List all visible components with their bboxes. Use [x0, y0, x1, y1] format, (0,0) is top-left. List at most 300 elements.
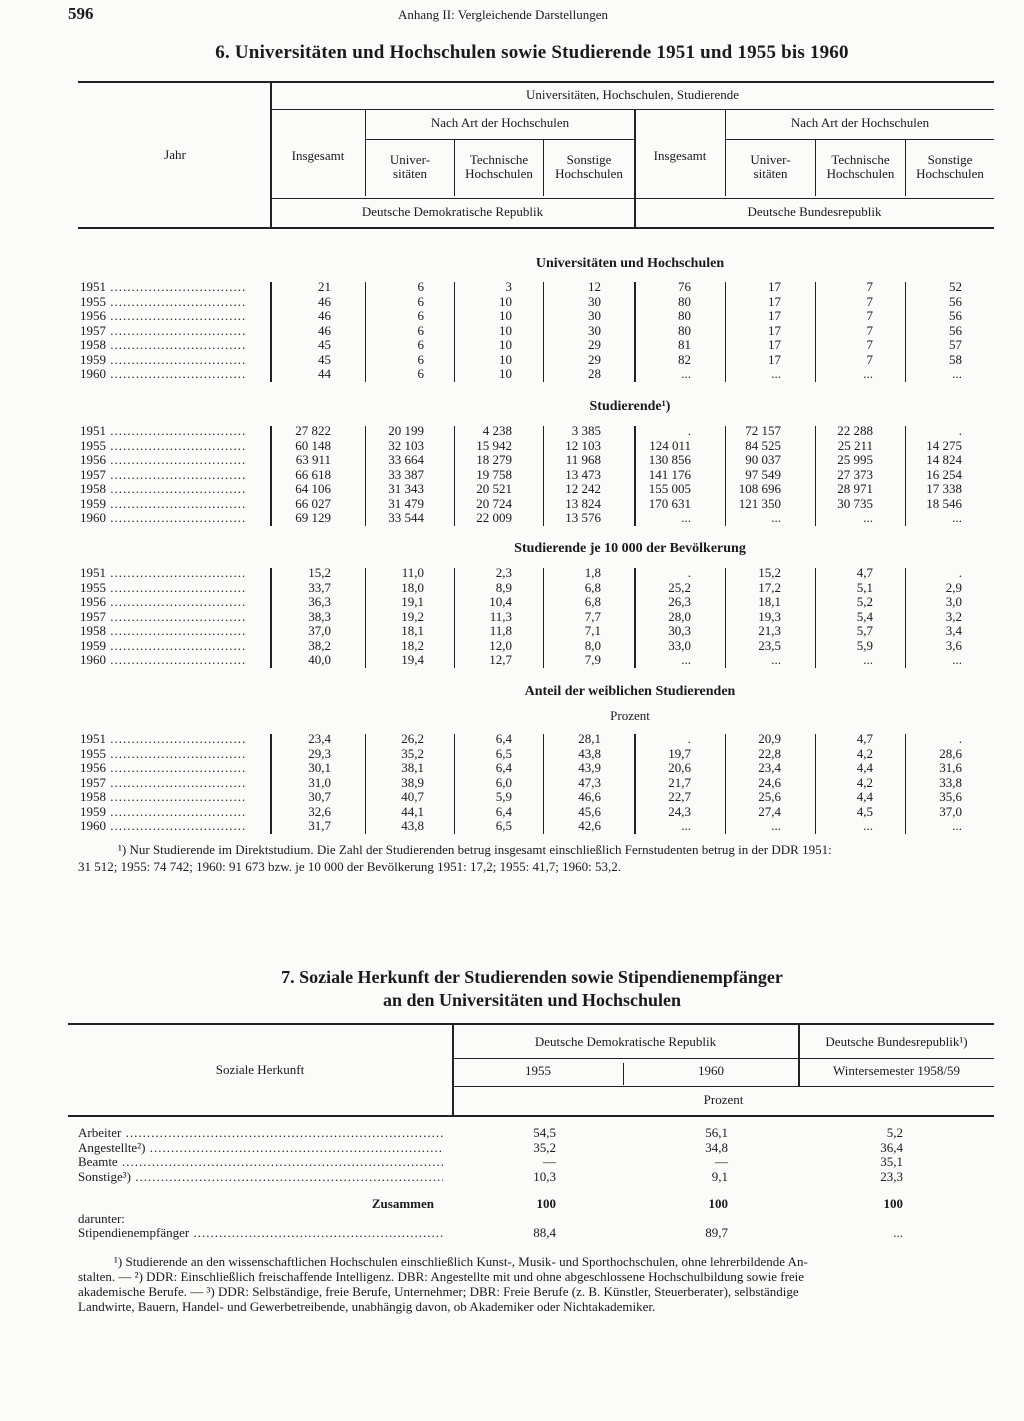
table-cell: 11,0 — [401, 565, 424, 580]
col-tech-line1: Technische — [831, 152, 890, 167]
table-cell: 26,2 — [401, 731, 424, 746]
table-cell: 4,2 — [856, 745, 873, 761]
table-cell: 19,4 — [401, 652, 424, 667]
table-cell: 7,9 — [584, 652, 601, 667]
table-cell: 22,8 — [758, 745, 781, 761]
table-row — [0, 610, 1024, 624]
table-cell: 28 — [588, 366, 601, 381]
table-cell: 24,3 — [668, 803, 691, 819]
row-year: 1959 ..... — [80, 805, 245, 819]
row-year: 1958 ..... — [80, 482, 245, 496]
table-row — [0, 805, 1024, 819]
table-cell: 31,7 — [308, 818, 331, 833]
table-cell: 80 — [678, 308, 691, 323]
table-row — [0, 653, 1024, 667]
col-insgesamt-brd: Insgesamt — [653, 148, 707, 163]
table-cell: 3 — [505, 279, 512, 294]
col-jahr: Jahr — [164, 147, 186, 162]
table-cell: 22 288 — [837, 423, 873, 438]
table-cell: 1,8 — [584, 565, 601, 580]
table-cell: 29 — [588, 337, 601, 352]
table-cell: 33 387 — [388, 466, 424, 482]
table-cell: 10,3 — [533, 1168, 556, 1184]
table-cell: 33 544 — [388, 510, 424, 525]
table-cell: 28 971 — [837, 481, 873, 496]
table-cell: 5,2 — [856, 594, 873, 609]
section-title: Anteil der weiblichen Studierenden — [524, 684, 736, 699]
col-univ-brd — [726, 153, 815, 181]
table-cell: ... — [681, 652, 691, 667]
table-cell: 19,2 — [401, 608, 424, 624]
table-cell: 19 758 — [476, 466, 512, 482]
table-row — [0, 1141, 1024, 1155]
table-cell: 43,8 — [578, 745, 601, 761]
table-cell: 33,8 — [939, 774, 962, 790]
table-row — [0, 776, 1024, 790]
table-cell: 31 479 — [388, 495, 424, 511]
table-cell: 6 — [417, 322, 424, 338]
table-cell: 97 549 — [745, 466, 781, 482]
table-row — [0, 595, 1024, 609]
table-cell: 6 — [417, 308, 424, 323]
row-year: 1960 ..... — [80, 653, 245, 667]
row-year: 1960 ..... — [80, 819, 245, 833]
rule — [271, 109, 994, 110]
table-cell: 17 — [768, 308, 781, 323]
table-cell: 23,3 — [880, 1168, 903, 1184]
table-cell: ... — [771, 818, 781, 833]
table-cell: 18,2 — [401, 637, 424, 653]
table-cell: 7 — [866, 322, 873, 338]
table-cell: 32 103 — [388, 437, 424, 453]
table-cell: 100 — [708, 1196, 728, 1211]
table-row — [0, 1226, 1024, 1240]
row-year: 1958 ..... — [80, 338, 245, 352]
table-cell: 43,9 — [578, 760, 601, 775]
table-row — [0, 497, 1024, 511]
table-cell: 100 — [883, 1196, 903, 1211]
table-row — [0, 468, 1024, 482]
table-cell: 5,9 — [495, 789, 512, 804]
table-cell: 54,5 — [533, 1125, 556, 1140]
col-insgesamt-ddr: Insgesamt — [291, 148, 345, 163]
col-sonst-line1: Sonstige — [566, 152, 612, 167]
table-cell: 27 373 — [837, 466, 873, 482]
table-cell: 10 — [499, 322, 512, 338]
table-cell: 58 — [949, 351, 962, 367]
table-cell: 19,3 — [758, 608, 781, 624]
table-cell: 10 — [499, 337, 512, 352]
country-ddr: Deutsche Demokratische Republik — [361, 204, 544, 219]
table-cell: . — [958, 731, 962, 746]
table-cell: 30,3 — [668, 623, 691, 638]
table-cell: ... — [863, 818, 873, 833]
table-row — [0, 353, 1024, 367]
row-year: 1955 ..... — [80, 295, 245, 309]
footnote-line: akademische Berufe. — ³) DDR: Selbständige, freie Berufe, Unternehmer; DBR: Freie Berufe (z. B. Künstler, Steuerberater), selbständige — [78, 1284, 799, 1299]
table-cell: 80 — [678, 322, 691, 338]
row-label: darunter: — [78, 1212, 125, 1226]
table-cell: 7 — [866, 351, 873, 367]
table-cell: 25,6 — [758, 789, 781, 804]
table-row — [0, 453, 1024, 467]
col-sonst-ddr — [544, 153, 634, 181]
table-cell: 25 211 — [837, 437, 873, 453]
table-cell: 22,7 — [668, 789, 691, 804]
row-label: Arbeiter ..... — [78, 1126, 443, 1140]
section-title: Studierende je 10 000 der Bevölkerung — [514, 541, 746, 556]
table-cell: 5,7 — [856, 623, 873, 638]
table-cell: 12,7 — [489, 652, 512, 667]
rule — [78, 227, 994, 229]
table-cell: 33,7 — [308, 579, 331, 595]
table-cell: 66 618 — [295, 466, 331, 482]
table-cell: 15,2 — [308, 565, 331, 580]
table-cell: 12 — [588, 279, 601, 294]
table-cell: 11,8 — [489, 623, 512, 638]
table-cell: 4 238 — [482, 423, 512, 438]
row-year: 1959 ..... — [80, 639, 245, 653]
table-cell: 18,1 — [758, 594, 781, 609]
table-cell: 4,5 — [856, 803, 873, 819]
row-year: 1957 ..... — [80, 610, 245, 624]
col-tech-line2: Hochschulen — [826, 166, 895, 181]
table-row — [0, 1212, 1024, 1226]
table-cell: 17 338 — [926, 481, 962, 496]
rule — [726, 139, 994, 140]
col-univ-line1: Univer- — [389, 152, 431, 167]
table-cell: 38,9 — [401, 774, 424, 790]
table-cell: 18,0 — [401, 579, 424, 595]
table-cell: 46 — [318, 322, 331, 338]
table-cell: 60 148 — [295, 437, 331, 453]
rule — [68, 1115, 994, 1117]
col-univ-line2: sitäten — [753, 166, 788, 181]
table-row — [0, 424, 1024, 438]
table-cell: 52 — [949, 279, 962, 294]
table-cell: 72 157 — [745, 423, 781, 438]
table-cell: 46 — [318, 293, 331, 309]
row-label: Beamte ..... — [78, 1155, 443, 1169]
table-cell: 18 279 — [476, 452, 512, 467]
row-year: 1958 ..... — [80, 624, 245, 638]
row-year: 1956 ..... — [80, 309, 245, 323]
table-cell: 23,5 — [758, 637, 781, 653]
table-cell: 56 — [949, 293, 962, 309]
table-cell: 26,3 — [668, 594, 691, 609]
col-soziale-herkunft: Soziale Herkunft — [215, 1062, 305, 1077]
table-cell: 35,2 — [533, 1139, 556, 1155]
table-cell: 10,4 — [489, 594, 512, 609]
table-cell: 6,5 — [495, 818, 512, 833]
table-cell: ... — [681, 510, 691, 525]
col-sonst-line1: Sonstige — [927, 152, 973, 167]
table-cell: 35,2 — [401, 745, 424, 761]
table-row — [0, 511, 1024, 525]
table-cell: 6 — [417, 351, 424, 367]
table-cell: 34,8 — [705, 1139, 728, 1155]
table-cell: 28,0 — [668, 608, 691, 624]
running-head: Anhang II: Vergleichende Darstellungen — [398, 7, 608, 22]
table-cell: 13 473 — [565, 466, 601, 482]
table-cell: 82 — [678, 351, 691, 367]
table-cell: 17 — [768, 337, 781, 352]
row-year: 1958 ..... — [80, 790, 245, 804]
table-cell: 30 — [588, 322, 601, 338]
table-cell: 6 — [417, 279, 424, 294]
table-cell: 45,6 — [578, 803, 601, 819]
table-cell: 4,2 — [856, 774, 873, 790]
table-cell: 21,3 — [758, 623, 781, 638]
table-cell: ... — [952, 652, 962, 667]
table-cell: 90 037 — [745, 452, 781, 467]
section-title: Universitäten und Hochschulen — [535, 256, 725, 271]
table-cell: 25,2 — [668, 579, 691, 595]
table-cell: 30,7 — [308, 789, 331, 804]
table-cell: 12 103 — [565, 437, 601, 453]
row-year: 1955 ..... — [80, 747, 245, 761]
table-cell: 17 — [768, 293, 781, 309]
row-year: 1960 ..... — [80, 511, 245, 525]
table-cell: 141 176 — [648, 466, 691, 482]
table-cell: 76 — [678, 279, 691, 294]
table-cell: . — [687, 731, 691, 746]
table-cell: ... — [771, 366, 781, 381]
table-cell: 20 199 — [388, 423, 424, 438]
table-cell: 31,0 — [308, 774, 331, 790]
table-cell: 84 525 — [745, 437, 781, 453]
table-row — [0, 482, 1024, 496]
table6-footnote — [78, 842, 994, 857]
row-year: 1951 ..... — [80, 280, 245, 294]
table-cell: ... — [771, 510, 781, 525]
table-cell: 56 — [949, 308, 962, 323]
table-cell: 8,9 — [495, 579, 512, 595]
rule — [453, 1058, 994, 1059]
table-cell: 4,7 — [856, 731, 873, 746]
table-cell: 14 275 — [926, 437, 962, 453]
section-subtitle: Prozent — [610, 708, 650, 723]
table-cell: 13 824 — [565, 495, 601, 511]
table-cell: ... — [863, 510, 873, 525]
table-cell: 12 242 — [565, 481, 601, 496]
table-cell: ... — [771, 652, 781, 667]
table-cell: ... — [681, 366, 691, 381]
table-cell: 21,7 — [668, 774, 691, 790]
table-cell: 37,0 — [939, 803, 962, 819]
table-cell: 6,4 — [495, 731, 512, 746]
row-year: 1959 ..... — [80, 353, 245, 367]
table-cell: 100 — [536, 1196, 556, 1211]
table-cell: 7 — [866, 293, 873, 309]
table-cell: 45 — [318, 337, 331, 352]
table-cell: 6,4 — [495, 760, 512, 775]
country-brd: Deutsche Bundesrepublik — [747, 204, 882, 219]
row-year: 1957 ..... — [80, 776, 245, 790]
table-row — [0, 566, 1024, 580]
table-row — [0, 747, 1024, 761]
table-row — [0, 1197, 1024, 1211]
table-cell: — — [715, 1154, 728, 1169]
table-cell: 43,8 — [401, 818, 424, 833]
table-cell: 3,0 — [945, 594, 962, 609]
table-cell: 5,2 — [886, 1125, 903, 1140]
table-cell: 10 — [499, 351, 512, 367]
table-cell: 35,1 — [880, 1154, 903, 1169]
col-tech-line1: Technische — [469, 152, 529, 167]
col-1960: 1960 — [698, 1063, 724, 1078]
rule — [366, 139, 634, 140]
table-row — [0, 439, 1024, 453]
table-cell: 29 — [588, 351, 601, 367]
col-sonst-brd — [906, 153, 994, 181]
row-year: 1960 ..... — [80, 367, 245, 381]
table-cell: 24,6 — [758, 774, 781, 790]
table-cell: ... — [863, 366, 873, 381]
table-row — [0, 1126, 1024, 1140]
col-semester: Wintersemester 1958/59 — [833, 1063, 960, 1078]
table-row — [0, 1155, 1024, 1169]
table-cell: 12,0 — [489, 637, 512, 653]
table-cell: . — [687, 565, 691, 580]
table-cell: 40,0 — [308, 652, 331, 667]
table-cell: 31,6 — [939, 760, 962, 775]
table-row — [0, 819, 1024, 833]
col-tech-ddr — [455, 153, 543, 181]
rule — [453, 1086, 994, 1087]
table-cell: 23,4 — [308, 731, 331, 746]
table-cell: ... — [952, 366, 962, 381]
table-row — [0, 295, 1024, 309]
row-year: 1951 ..... — [80, 732, 245, 746]
table-cell: 20,6 — [668, 760, 691, 775]
footnote-line: ¹) Nur Studierende im Direktstudium. Die Zahl der Studierenden betrug insgesamt einschließlich Fernstudenten betrug in der DDR 1951: — [118, 842, 832, 857]
col-tech-line2: Hochschulen — [465, 166, 533, 181]
table-cell: 7 — [866, 337, 873, 352]
table-cell: 47,3 — [578, 774, 601, 790]
table-cell: 3,6 — [945, 637, 962, 653]
col-ddr: Deutsche Demokratische Republik — [534, 1034, 717, 1049]
table-cell: 6 — [417, 366, 424, 381]
table-cell: 2,3 — [495, 565, 512, 580]
col-1955: 1955 — [525, 1063, 551, 1078]
table-cell: 89,7 — [705, 1225, 728, 1240]
rule — [78, 81, 994, 83]
table-cell: 8,0 — [584, 637, 601, 653]
table-row — [0, 338, 1024, 352]
col-sonst-line2: Hochschulen — [555, 166, 623, 181]
table-cell: 30 735 — [837, 495, 873, 511]
table-cell: 121 350 — [738, 495, 781, 511]
table-cell: — — [543, 1154, 556, 1169]
table-cell: 170 631 — [648, 495, 691, 511]
table-cell: 5,4 — [856, 608, 873, 624]
table-cell: 46 — [318, 308, 331, 323]
table-cell: 38,2 — [308, 637, 331, 653]
table-cell: 37,0 — [308, 623, 331, 638]
col-univ-line2: sitäten — [393, 166, 427, 181]
table-cell: 9,1 — [711, 1168, 728, 1184]
table-row — [0, 280, 1024, 294]
table-cell: 56,1 — [705, 1125, 728, 1140]
rule — [68, 1023, 994, 1025]
table-cell: 20 724 — [476, 495, 512, 511]
row-year: 1959 ..... — [80, 497, 245, 511]
table-cell: 30,1 — [308, 760, 331, 775]
table-row — [0, 309, 1024, 323]
table-cell: ... — [952, 818, 962, 833]
table-cell: 7,1 — [584, 623, 601, 638]
table-cell: ... — [681, 818, 691, 833]
table-cell: 28,6 — [939, 745, 962, 761]
col-tech-brd — [816, 153, 905, 181]
table-cell: 38,1 — [401, 760, 424, 775]
table-cell: 18 546 — [926, 495, 962, 511]
table-cell: 6,8 — [584, 579, 601, 595]
table-row — [0, 761, 1024, 775]
table-cell: 38,3 — [308, 608, 331, 624]
rule — [271, 198, 994, 199]
table-cell: 108 696 — [738, 481, 781, 496]
table6-title: 6. Universitäten und Hochschulen sowie Studierende 1951 und 1955 bis 1960 — [215, 42, 849, 63]
table-cell: 17 — [768, 322, 781, 338]
table-cell: 17 — [768, 351, 781, 367]
col-sonst-line2: Hochschulen — [916, 166, 984, 181]
unit-prozent: Prozent — [703, 1092, 744, 1107]
table-cell: . — [958, 423, 962, 438]
table-row — [0, 790, 1024, 804]
table-cell: 30 — [588, 308, 601, 323]
page-number: 596 — [68, 4, 94, 23]
table-cell: 14 824 — [926, 452, 962, 467]
table-cell: 124 011 — [649, 437, 691, 453]
table-cell: ... — [863, 652, 873, 667]
row-label: Angestellte²) ..... — [78, 1141, 443, 1155]
table-cell: 3,2 — [945, 608, 962, 624]
row-year: 1956 ..... — [80, 761, 245, 775]
row-year: 1951 ..... — [80, 566, 245, 580]
table-cell: 21 — [318, 279, 331, 294]
table-cell: 32,6 — [308, 803, 331, 819]
table-cell: ... — [952, 510, 962, 525]
table-cell: 6 — [417, 293, 424, 309]
table-cell: 81 — [678, 337, 691, 352]
table-cell: 15 942 — [476, 437, 512, 453]
table-cell: 30 — [588, 293, 601, 309]
table-cell: 10 — [499, 366, 512, 381]
table-cell: 28,1 — [578, 731, 601, 746]
table-cell: 19,7 — [668, 745, 691, 761]
table-row — [0, 367, 1024, 381]
table-cell: 35,6 — [939, 789, 962, 804]
table-cell: 63 911 — [295, 452, 331, 467]
table-cell: 46,6 — [578, 789, 601, 804]
table-cell: 5,1 — [856, 579, 873, 595]
table-cell: 29,3 — [308, 745, 331, 761]
table-cell: 25 995 — [837, 452, 873, 467]
table7-title-line1: 7. Soziale Herkunft der Studierenden sowie Stipendienempfänger — [281, 967, 783, 987]
table-cell: 11,3 — [489, 608, 512, 624]
row-year: 1956 ..... — [80, 595, 245, 609]
row-label: Stipendienempfänger ..... — [78, 1226, 443, 1240]
table-cell: 57 — [949, 337, 962, 352]
table-cell: 27 822 — [295, 423, 331, 438]
table7-title-line2: an den Universitäten und Hochschulen — [382, 990, 682, 1010]
footnote-line: 31 512; 1955: 74 742; 1960: 91 673 bzw. je 10 000 der Bevölkerung 1951: 17,2; 1955: 41,7; 1960: 53,2. — [78, 859, 621, 874]
table-cell: 3 385 — [571, 423, 601, 438]
table-cell: 31 343 — [388, 481, 424, 496]
table-cell: 130 856 — [648, 452, 691, 467]
